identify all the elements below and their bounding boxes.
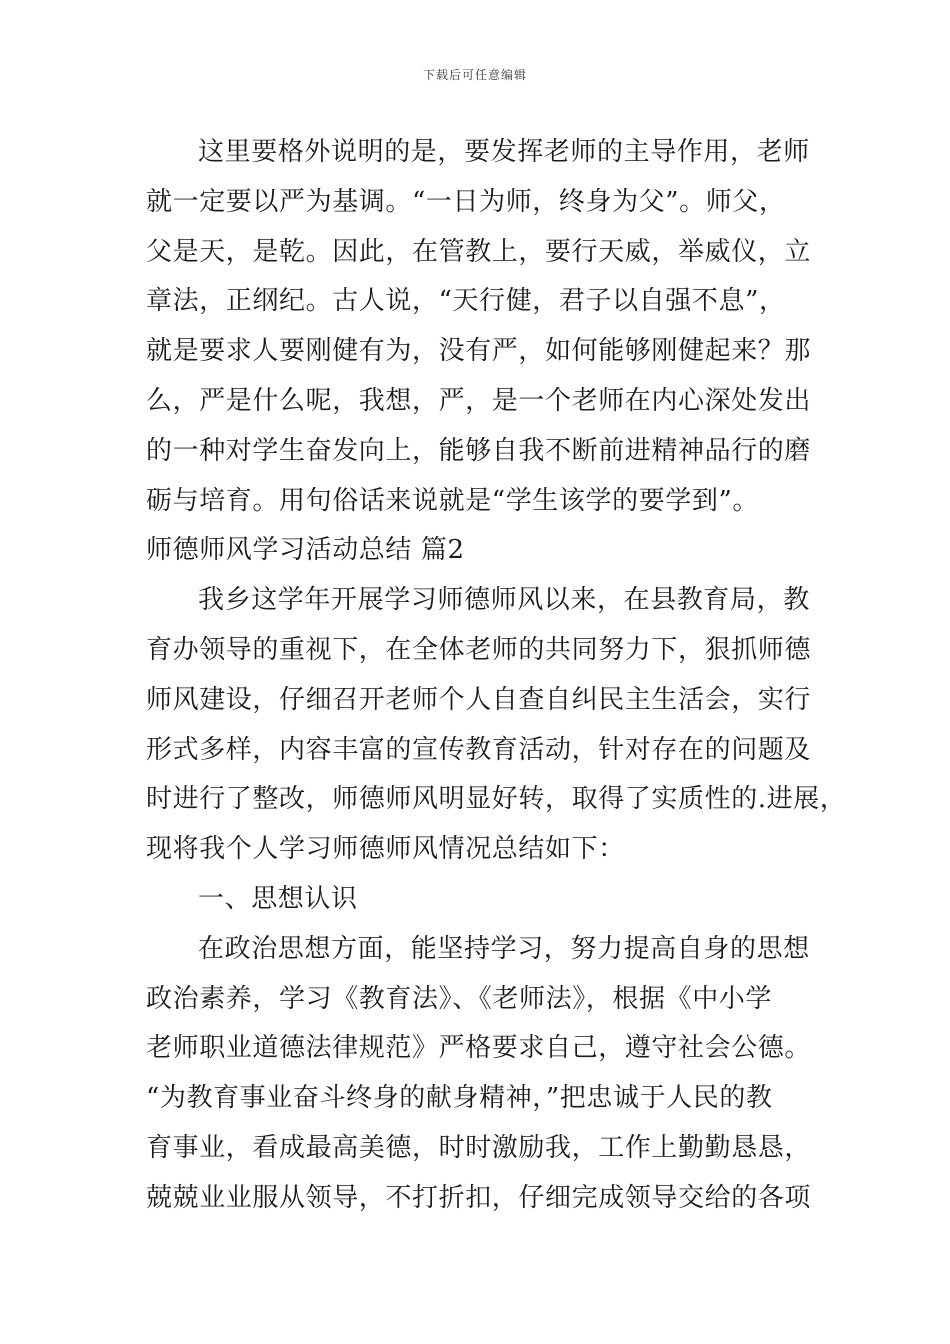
paragraph-line: 的一种对学生奋发向上，能够自我不断前进精神品行的磨 xyxy=(146,435,812,466)
paragraph-line: 就是要求人要刚健有为，没有严，如何能够刚健起来？那 xyxy=(146,336,812,367)
page-header: 下载后可任意编辑 xyxy=(422,68,527,82)
paragraph-line: 政治素养，学习《教育法》、《老师法》，根据《中小学 xyxy=(146,983,773,1014)
paragraph-line: 章法，正纲纪。古人说，“天行健，君子以自强不息”， xyxy=(146,286,786,317)
paragraph-line: 形式多样，内容丰富的宣传教育活动，针对存在的问题及 xyxy=(146,734,812,765)
paragraph-line: 现将我个人学习师德师风情况总结如下： xyxy=(146,834,625,865)
paragraph-line: 师风建设，仔细召开老师个人自查自纠民主生活会，实行 xyxy=(146,684,812,715)
paragraph-line: 父是天，是乾。因此，在管教上，要行天威，举威仪，立 xyxy=(146,236,812,267)
paragraph-line: 砺与培育。用句俗话来说就是“学生该学的要学到”。 xyxy=(146,485,759,516)
paragraph-line: 我乡这学年开展学习师德师风以来，在县教育局，教 xyxy=(198,585,810,616)
section-heading: 师德师风学习活动总结 篇2 xyxy=(146,535,465,566)
subsection-heading: 一、思想认识 xyxy=(198,883,358,914)
paragraph-line: “为教育事业奋斗终身的献身精神，”把忠诚于人民的教 xyxy=(146,1083,773,1114)
paragraph-line: 么，严是什么呢，我想，严，是一个老师在内心深处发出 xyxy=(146,385,812,416)
paragraph-line: 时进行了整改，师德师风明显好转，取得了实质性的.进展， xyxy=(146,784,847,815)
paragraph-line: 这里要格外说明的是，要发挥老师的主导作用，老师 xyxy=(198,137,810,167)
paragraph-line: 兢兢业业服从领导，不打折扣，仔细完成领导交给的各项 xyxy=(146,1182,812,1213)
paragraph-line: 老师职业道德法律规范》严格要求自己，遵守社会公德。 xyxy=(146,1033,812,1064)
paragraph-line: 育办领导的重视下，在全体老师的共同努力下，狠抓师德 xyxy=(146,634,812,665)
document-body xyxy=(146,128,847,1224)
paragraph-line: 育事业，看成最高美德，时时激励我，工作上勤勤恳恳， xyxy=(146,1132,812,1163)
paragraph-line: 就一定要以严为基调。“一日为师，终身为父”。师父， xyxy=(146,186,786,217)
paragraph-line: 在政治思想方面，能坚持学习，努力提高自身的思想 xyxy=(198,933,810,964)
